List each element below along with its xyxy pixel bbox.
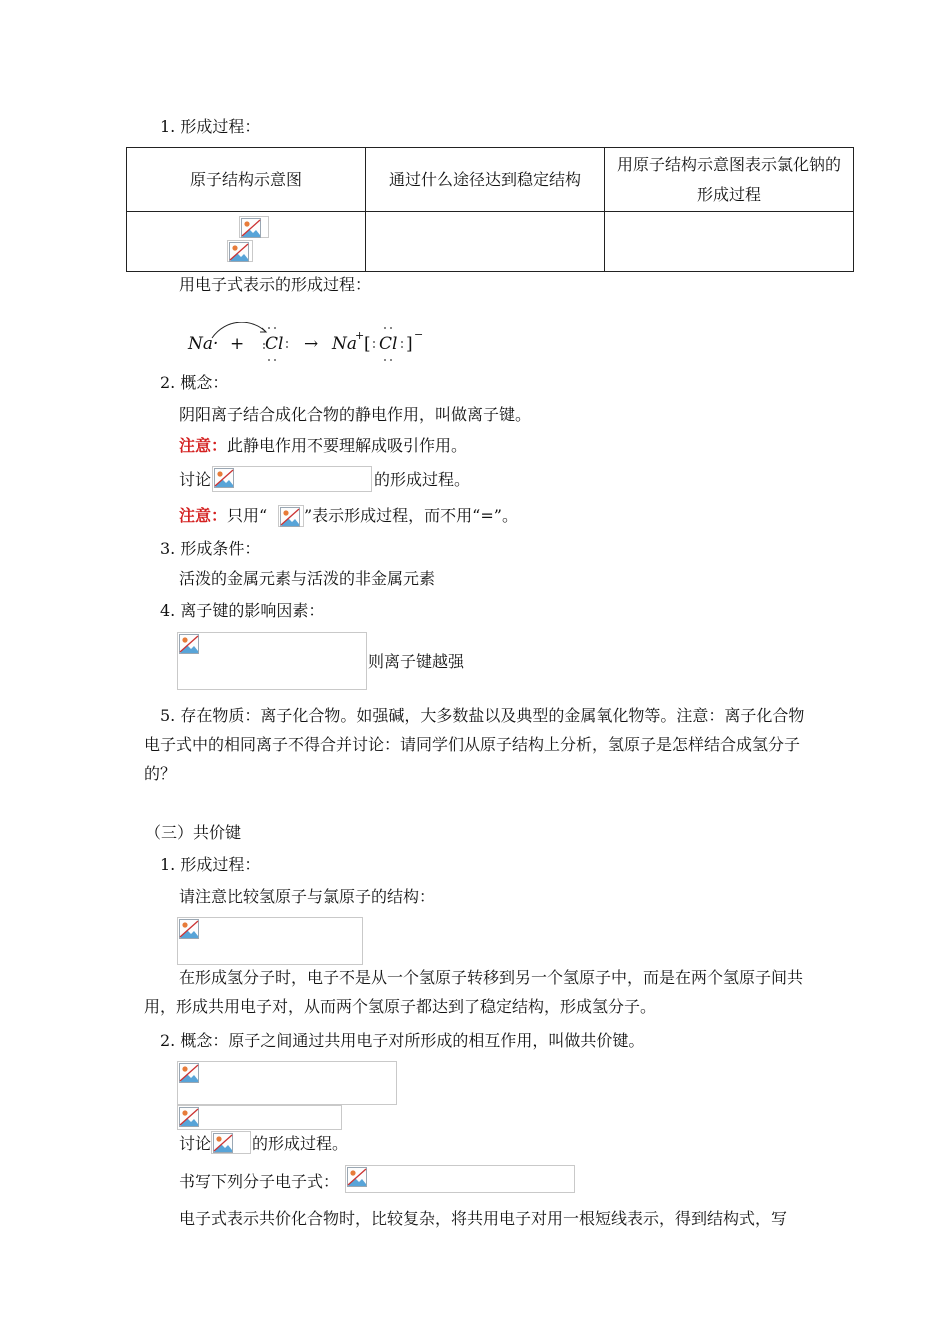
image-placeholder bbox=[177, 632, 367, 690]
broken-image-icon bbox=[213, 1133, 233, 1153]
covalent-discuss-prefix: 讨论 bbox=[179, 1134, 212, 1153]
discuss-suffix: 的形成过程。 bbox=[374, 470, 471, 489]
covalent-discuss-suffix: 的形成过程。 bbox=[252, 1134, 349, 1153]
table-cell-structure-images bbox=[127, 212, 366, 272]
section-heading-factors: 4. 离子键的影响因素： bbox=[160, 601, 325, 620]
chloride-ion-symbol: Cl bbox=[379, 334, 398, 354]
broken-image-icon bbox=[280, 507, 300, 527]
left-bracket: [ bbox=[364, 334, 371, 354]
compare-text: 请注意比较氢原子与氯原子的结构： bbox=[179, 887, 436, 906]
image-placeholder bbox=[278, 505, 304, 527]
image-placeholder bbox=[177, 1061, 397, 1105]
section-heading-covalent: （三）共价键 bbox=[145, 823, 242, 842]
sodium-symbol: Na· bbox=[188, 334, 219, 354]
conditions-text: 活泼的金属元素与活泼的非金属元素 bbox=[179, 569, 436, 588]
concept-text: 阴阳离子结合成化合物的静电作用，叫做离子键。 bbox=[179, 405, 532, 424]
table-cell bbox=[605, 212, 854, 272]
note-text-a: 只用“ bbox=[227, 506, 268, 525]
covalent-heading-formation: 1. 形成过程： bbox=[160, 855, 261, 874]
discuss-line bbox=[179, 470, 211, 490]
broken-image-icon bbox=[179, 1107, 199, 1127]
reaction-arrow: → bbox=[304, 334, 319, 354]
image-placeholder bbox=[177, 1105, 342, 1130]
note-line-2 bbox=[179, 506, 267, 526]
image-placeholder bbox=[345, 1165, 575, 1193]
section-heading-concept: 2. 概念： bbox=[160, 373, 229, 392]
table-header-cell: 用原子结构示意图表示氯化钠的形成过程 bbox=[605, 148, 854, 212]
broken-image-icon bbox=[179, 634, 199, 654]
image-placeholder bbox=[177, 917, 363, 965]
image-placeholder bbox=[212, 466, 372, 492]
image-placeholder bbox=[211, 1131, 251, 1154]
broken-image-icon bbox=[179, 1063, 199, 1083]
covalent-concept: 2. 概念：原子之间通过共用电子对所形成的相互作用，叫做共价键。 bbox=[160, 1031, 645, 1050]
note-label: 注意： bbox=[179, 506, 228, 525]
electron-formula-label: 用电子式表示的形成过程： bbox=[179, 275, 372, 294]
factors-suffix: 则离子键越强 bbox=[368, 652, 465, 671]
chlorine-symbol: Cl bbox=[265, 334, 284, 354]
image-placeholder bbox=[239, 216, 269, 238]
broken-image-icon bbox=[241, 218, 261, 238]
ionic-bond-table bbox=[126, 147, 854, 272]
table-header-cell: 原子结构示意图 bbox=[127, 148, 366, 212]
chloride-ion-charge: − bbox=[414, 328, 424, 341]
broken-image-icon bbox=[214, 468, 234, 488]
sodium-ion-charge: + bbox=[355, 329, 365, 342]
hydrogen-molecule-paragraph: 在形成氢分子时，电子不是从一个氢原子转移到另一个氢原子中，而是在两个氢原子间共用，形成共用电子对，从而两个氢原子都达到了稳定结构，形成氢分子。 bbox=[144, 968, 804, 1016]
broken-image-icon bbox=[347, 1167, 367, 1187]
section-heading-conditions: 3. 形成条件： bbox=[160, 539, 261, 558]
section-heading-formation: 1. 形成过程： bbox=[160, 117, 261, 136]
image-placeholder bbox=[227, 240, 253, 262]
plus-sign: + bbox=[230, 334, 245, 354]
electron-dot-equation bbox=[186, 322, 436, 366]
table-cell bbox=[366, 212, 605, 272]
broken-image-icon bbox=[229, 242, 249, 262]
note-text-b: ”表示形成过程，而不用“=”。 bbox=[304, 506, 518, 525]
note-line-1 bbox=[179, 436, 467, 456]
write-formula-label: 书写下列分子电子式： bbox=[179, 1172, 340, 1191]
discuss-prefix: 讨论 bbox=[179, 470, 212, 489]
sodium-ion-symbol: Na bbox=[332, 334, 358, 354]
broken-image-icon bbox=[179, 919, 199, 939]
note-text: 此静电作用不要理解成吸引作用。 bbox=[227, 436, 468, 455]
right-bracket: ] bbox=[406, 334, 413, 354]
note-label: 注意： bbox=[179, 436, 228, 455]
section-5-paragraph: 5. 存在物质：离子化合物。如强碱，大多数盐以及典型的金属氧化物等。注意：离子化合物电子式中的相同离子不得合并讨论：请同学们从原子结构上分析，氢原子是怎样结合成氢分子的？ bbox=[144, 706, 805, 783]
table-header-cell: 通过什么途径达到稳定结构 bbox=[366, 148, 605, 212]
structural-formula-text: 电子式表示共价化合物时，比较复杂，将共用电子对用一根短线表示，得到结构式，写 bbox=[179, 1209, 788, 1228]
